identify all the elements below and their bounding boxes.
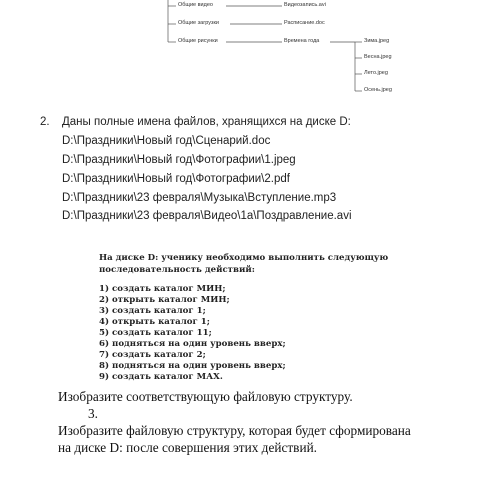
tree-file-label: Весна.jpeg [364,54,392,60]
file-path: D:\Праздники\Новый год\Сценарий.doc [62,135,271,147]
step-item: 2) открыть каталог МИН; [99,295,230,305]
step-item: 8) подняться на один уровень вверх; [99,361,286,371]
file-path: D:\Праздники\Новый год\Фотографии\1.jpeg [62,154,296,166]
tree-file-label: Расписание.doc [284,20,325,26]
tree-folder-label: Времена года [284,38,320,44]
instruction-text: Изобразите файловую структуру, которая будет сформирована [58,423,411,438]
instruction-text: на диске D: после совершения этих действий. [58,440,318,455]
step-item: 7) создать каталог 2; [99,350,206,360]
file-path: D:\Праздники\23 февраля\Видео\1а\Поздравление.avi [62,210,352,222]
step-item: 6) подняться на один уровень вверх; [99,339,286,349]
file-tree-lines [0,0,479,100]
step-item: 5) создать каталог 11; [99,328,212,338]
step-item: 1) создать каталог МИН; [99,284,226,294]
tree-folder-label: Общие загрузки [178,20,219,26]
instruction-text: Изобразите соответствующую файловую структуру. [58,389,353,404]
tree-file-label: Осень.jpeg [364,87,392,93]
file-path: D:\Праздники\Новый год\Фотографии\2.pdf [62,173,290,185]
tree-file-label: Зима.jpeg [364,38,390,44]
task-intro: последовательность действий: [99,265,255,275]
task-intro: Даны полные имена файлов, хранящихся на диске D: [62,116,351,128]
step-item: 9) создать каталог МАХ. [99,372,223,382]
step-item: 4) открыть каталог 1; [99,317,210,327]
tree-file-label: Видеозапись.avi [284,2,326,8]
task-number: 3. [88,406,98,421]
task-intro: На диске D: ученику необходимо выполнить следующую [99,253,389,263]
file-path: D:\Праздники\23 февраля\Музыка\Вступление.mp3 [62,192,337,204]
task-number: 2. [40,116,50,128]
tree-folder-label: Общие видео [178,2,213,8]
tree-file-label: Лето.jpeg [364,70,388,76]
step-item: 3) создать каталог 1; [99,306,206,316]
tree-folder-label: Общие рисунки [178,38,218,44]
